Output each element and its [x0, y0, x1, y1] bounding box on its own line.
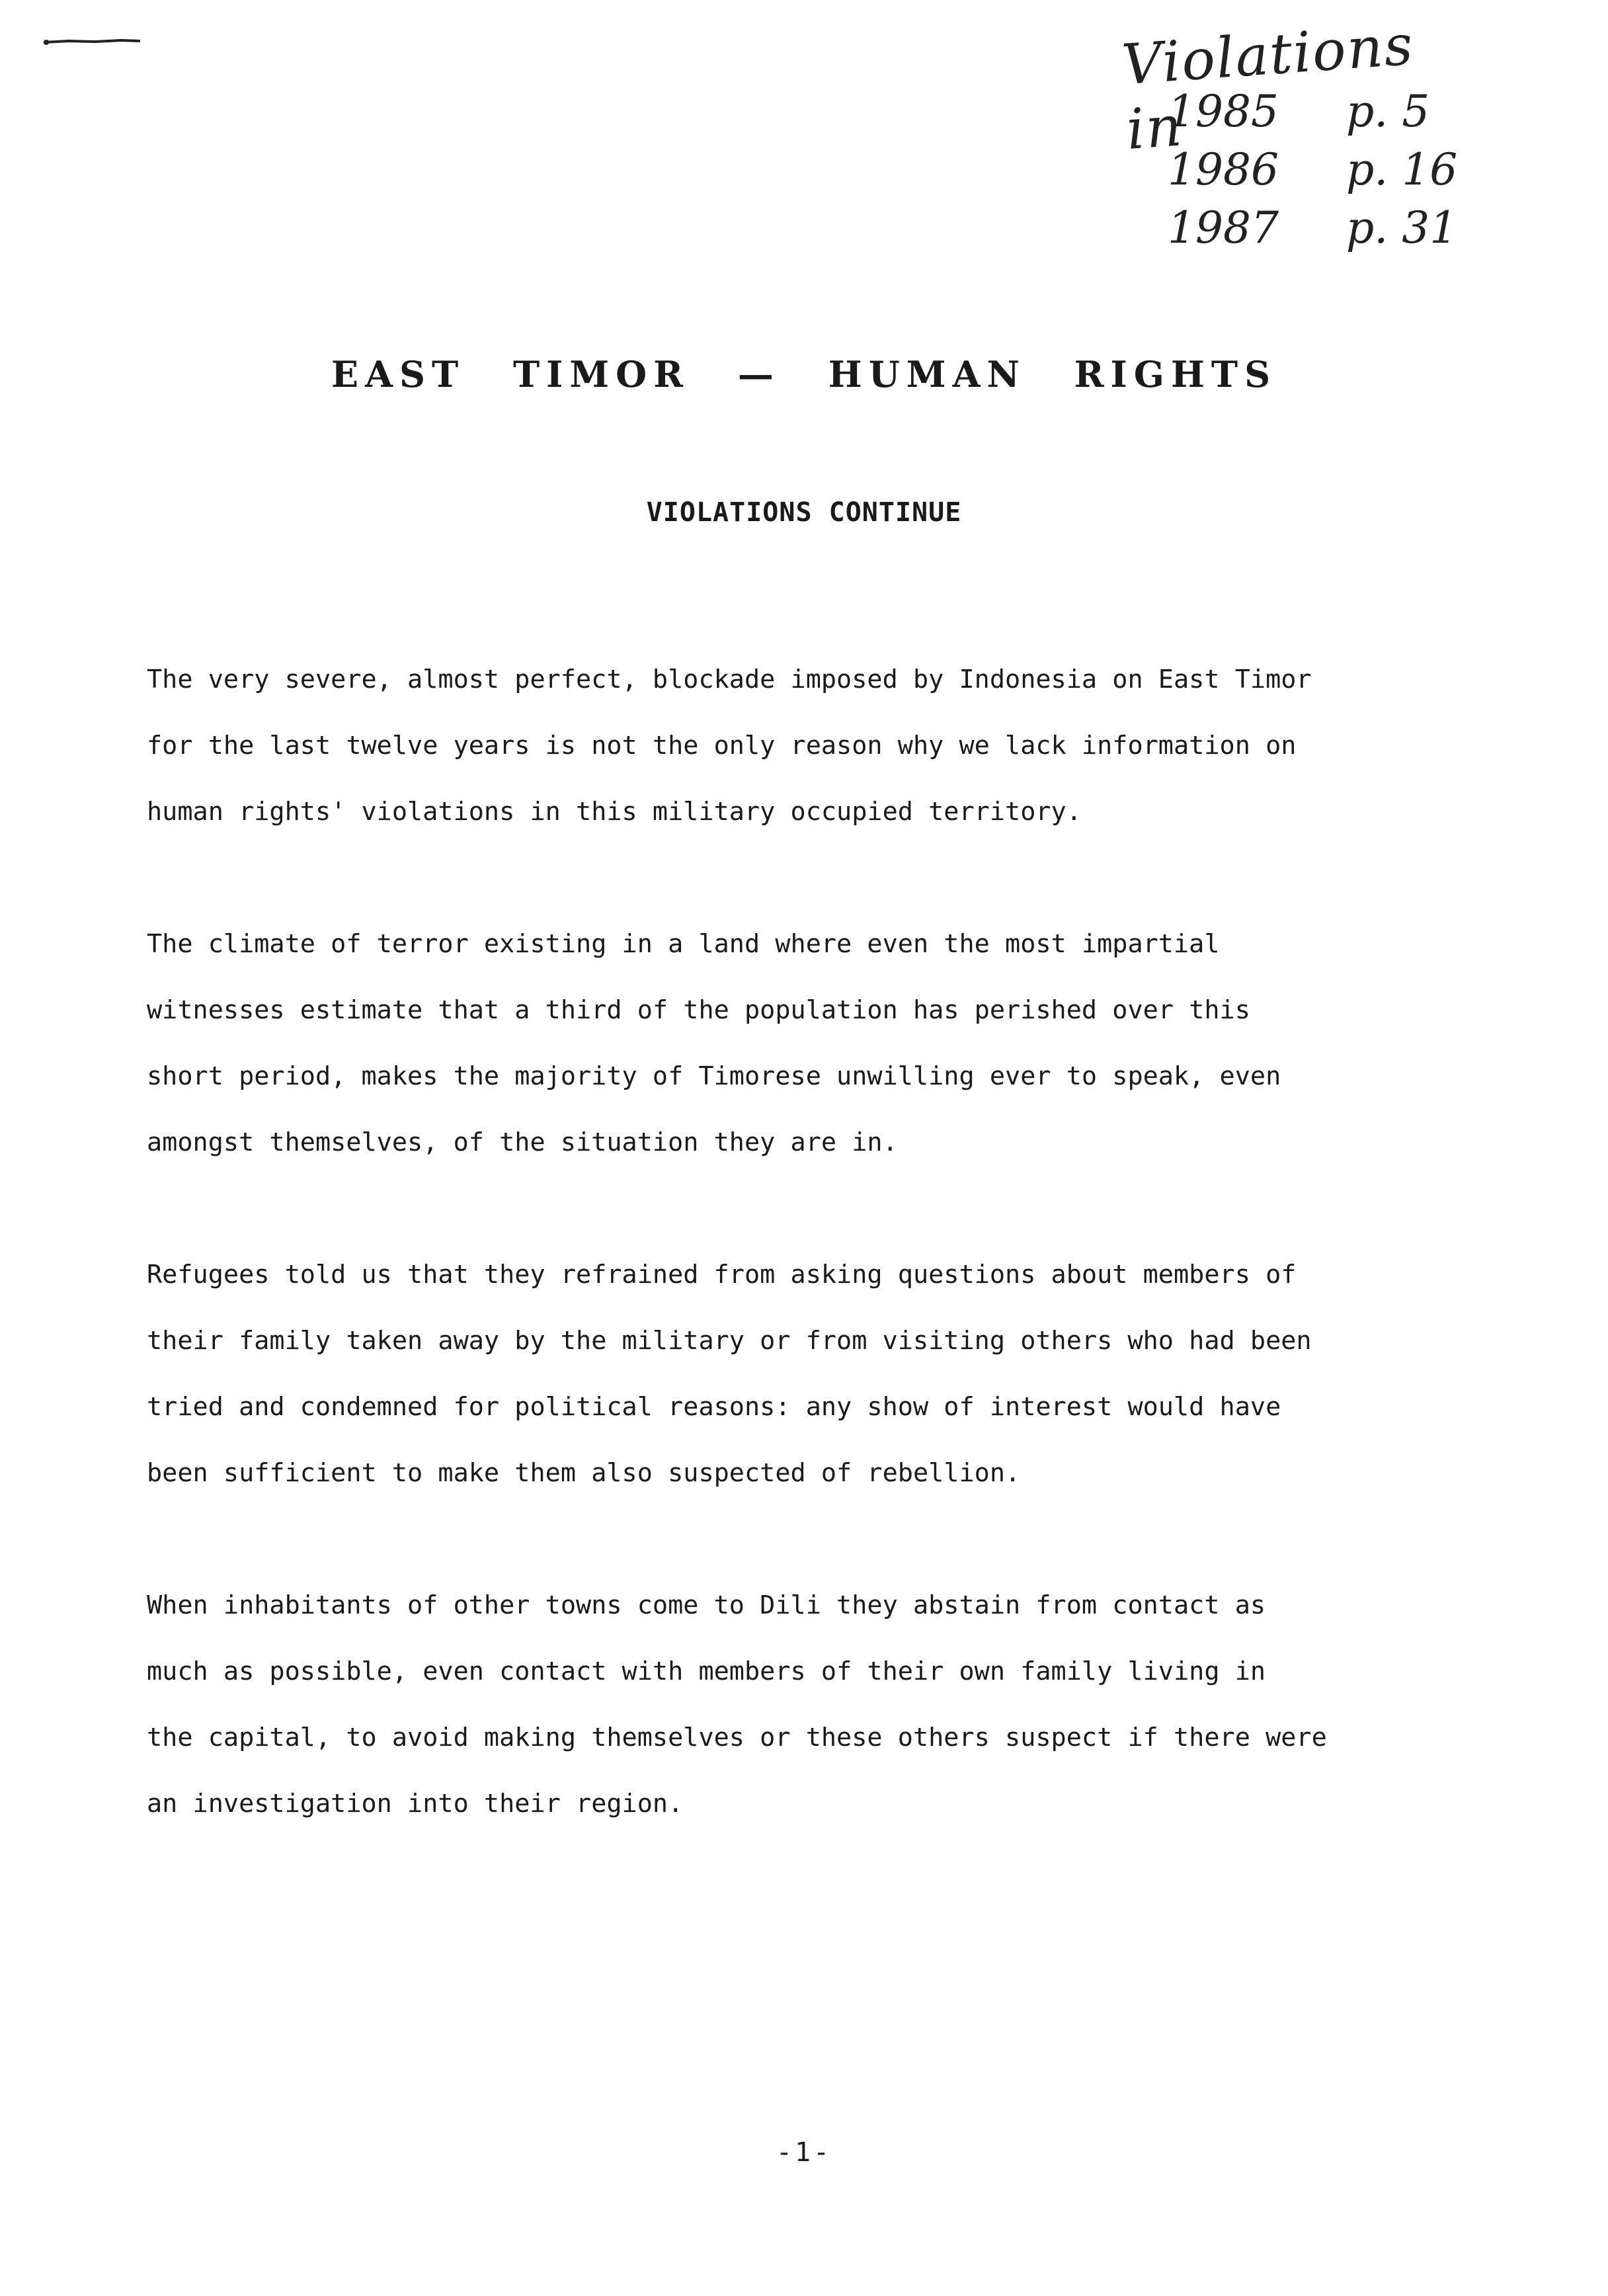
page-number: -1- — [776, 2137, 832, 2168]
text-line: their family taken away by the military or from visiting others who had been — [147, 1326, 1312, 1356]
text-line: The very severe, almost perfect, blockade imposed by Indonesia on East Timor — [147, 665, 1312, 694]
paragraph — [147, 911, 1482, 1176]
note-year: 1987 — [1168, 202, 1279, 253]
handwritten-note-entry — [1168, 144, 1457, 195]
paragraph — [147, 1242, 1482, 1506]
text-line: When inhabitants of other towns come to Dili they abstain from contact as — [147, 1590, 1266, 1620]
handwritten-note — [1117, 12, 1488, 258]
text-line: Refugees told us that they refrained from asking questions about members of — [147, 1260, 1297, 1290]
note-year: 1986 — [1168, 144, 1279, 195]
handwritten-note-title: Violations in — [1119, 12, 1416, 162]
note-page: p. 31 — [1346, 202, 1458, 253]
paragraph — [147, 1573, 1482, 1837]
handwritten-note-entry — [1168, 202, 1457, 253]
text-line: short period, makes the majority of Timorese unwilling ever to speak, even — [147, 1061, 1281, 1091]
text-line: The climate of terror existing in a land where even the most impartial — [147, 929, 1220, 959]
text-line: witnesses estimate that a third of the population has perished over this — [147, 995, 1250, 1025]
note-year: 1985 — [1168, 86, 1279, 137]
text-line: been sufficient to make them also suspected of rebellion. — [147, 1458, 1021, 1488]
note-page: p. 16 — [1346, 144, 1458, 195]
text-line: tried and condemned for political reasons: any show of interest would have — [147, 1392, 1281, 1422]
text-line: an investigation into their region. — [147, 1789, 684, 1819]
staple-mark — [42, 34, 141, 48]
text-line: for the last twelve years is not the only reason why we lack information on — [147, 731, 1297, 760]
text-line: the capital, to avoid making themselves or these others suspect if there were — [147, 1723, 1327, 1752]
text-line: human rights' violations in this military occupied territory. — [147, 797, 1082, 827]
document-subtitle: VIOLATIONS CONTINUE — [646, 497, 962, 528]
text-line: amongst themselves, of the situation they are in. — [147, 1128, 898, 1157]
document-title: EAST TIMOR — HUMAN RIGHTS — [331, 353, 1277, 395]
note-page: p. 5 — [1346, 86, 1430, 137]
paragraph — [147, 647, 1482, 845]
text-line: much as possible, even contact with members of their own family living in — [147, 1657, 1266, 1686]
handwritten-note-entry — [1168, 86, 1429, 137]
